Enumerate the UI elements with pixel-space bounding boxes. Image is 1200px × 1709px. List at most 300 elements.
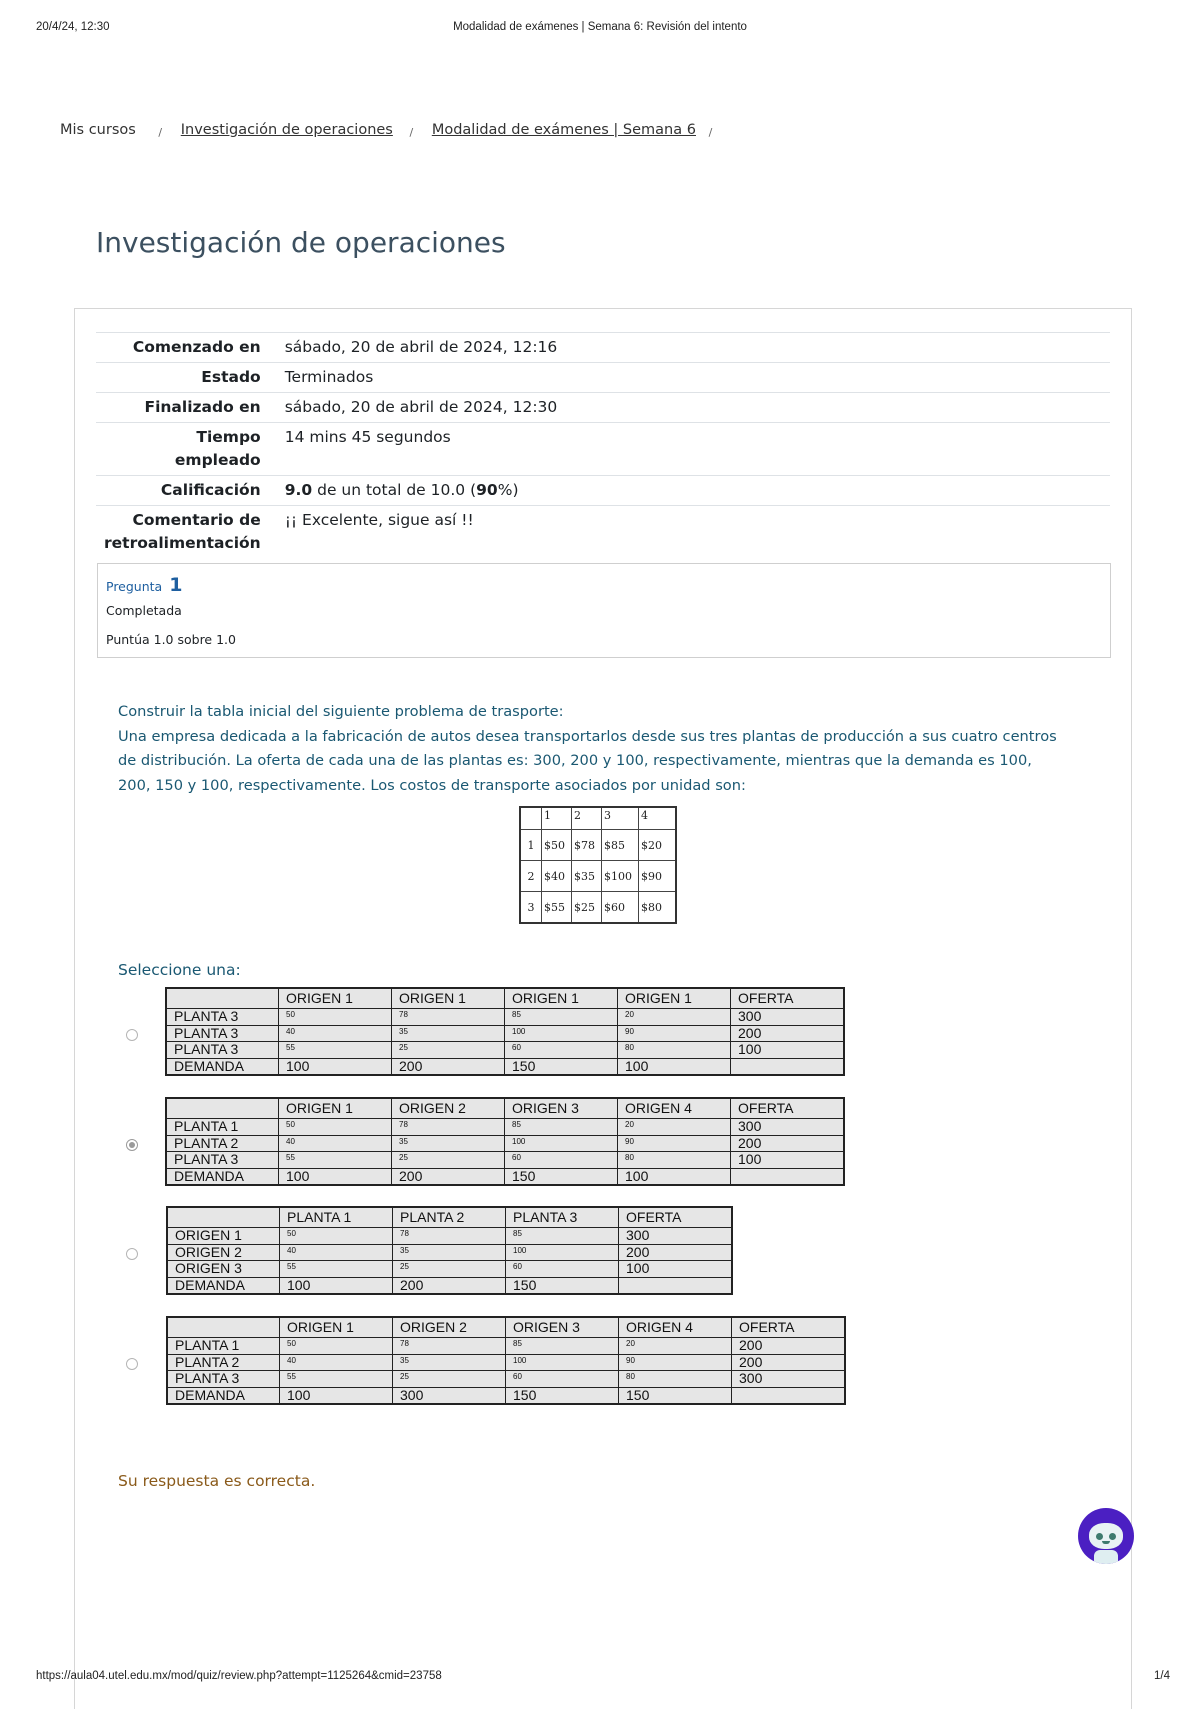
option-cell <box>731 1135 845 1152</box>
print-footer-page: 1/4 <box>1154 1670 1170 1682</box>
option-cell <box>393 1244 506 1261</box>
option-cell <box>731 1025 845 1042</box>
option-cell-text: ORIGEN 2 <box>175 1244 242 1260</box>
option-cell <box>280 1317 393 1338</box>
cost-table-row <box>520 830 676 861</box>
option-cell <box>731 1009 845 1026</box>
summary-value: ¡¡ Excelente, sigue así !! <box>284 511 474 529</box>
option-cell <box>167 1354 280 1371</box>
option-demand-row <box>166 1168 844 1185</box>
summary-label: Calificación <box>160 481 261 499</box>
summary-value: sábado, 20 de abril de 2024, 12:30 <box>284 398 558 416</box>
option-cell <box>731 1119 845 1136</box>
option-plant-row <box>166 1119 844 1136</box>
option-cell <box>505 1152 618 1169</box>
grade-percent: 90 <box>476 481 498 499</box>
option-cell <box>619 1317 732 1338</box>
option-cell-text: PLANTA 3 <box>174 1041 239 1057</box>
option-cell <box>166 1152 279 1169</box>
option-demand-row <box>167 1277 732 1294</box>
option-cell <box>618 1168 731 1185</box>
option-cell <box>392 1168 505 1185</box>
question-text-paragraph: Una empresa dedicada a la fabricación de autos desea transportarlos desde sus tres plantas de producción a sus cuatro centros de distribución. La oferta de cada una de las plantas es: 300, 200 y 100, respectivamente, mientras que la demanda es 100, 200, 150 y 100, respectivamente. Los costos de transporte asociados por unidad son: <box>118 727 1057 794</box>
unit-cost: 60 <box>513 1262 522 1271</box>
option-demand-row <box>166 1058 844 1075</box>
summary-row-feedback <box>96 506 1110 559</box>
summary-row-time <box>96 423 1110 476</box>
unit-cost: 20 <box>625 1010 634 1019</box>
summary-label: Comenzado en <box>132 338 261 356</box>
option-cell-text: 150 <box>512 1168 536 1184</box>
option-cell <box>732 1371 846 1388</box>
cost-cell: $55 <box>542 892 572 924</box>
option-cell <box>393 1317 506 1338</box>
option-cell <box>619 1387 732 1404</box>
option-cell <box>618 1009 731 1026</box>
option-cell <box>505 1058 618 1075</box>
unit-cost: 85 <box>512 1010 521 1019</box>
option-cell-text: DEMANDA <box>175 1387 246 1403</box>
option-cell-text: 100 <box>287 1387 311 1403</box>
option-cell <box>731 1042 845 1059</box>
option-cell <box>731 1058 845 1075</box>
option-cell-text: ORIGEN 1 <box>512 990 579 1006</box>
option-cell <box>618 1025 731 1042</box>
cost-cell: $40 <box>542 861 572 892</box>
option-cell <box>167 1371 280 1388</box>
option-plant-row <box>167 1354 845 1371</box>
option-cell-text: ORIGEN 3 <box>512 1100 579 1116</box>
option-cell <box>279 1042 392 1059</box>
option-cell-text: 300 <box>400 1387 424 1403</box>
unit-cost: 78 <box>400 1229 409 1238</box>
unit-cost: 60 <box>512 1153 521 1162</box>
option-cell-text: 100 <box>626 1260 650 1276</box>
unit-cost: 80 <box>625 1043 634 1052</box>
option-cell <box>167 1228 280 1245</box>
option-cell <box>392 1042 505 1059</box>
summary-label <box>96 423 277 476</box>
option-cell-text: ORIGEN 1 <box>286 1100 353 1116</box>
question-number-value: 1 <box>169 574 183 596</box>
option-cell <box>732 1354 846 1371</box>
answer-option-table[interactable] <box>165 1097 845 1186</box>
unit-cost: 60 <box>513 1372 522 1381</box>
unit-cost: 80 <box>625 1153 634 1162</box>
cost-cell: $60 <box>602 892 639 924</box>
option-cell-text: 300 <box>626 1227 650 1243</box>
unit-cost: 55 <box>287 1372 296 1381</box>
option-cell <box>279 1098 392 1119</box>
unit-cost: 85 <box>513 1229 522 1238</box>
option-cell-text: PLANTA 3 <box>174 1008 239 1024</box>
option-cell-text: ORIGEN 2 <box>399 1100 466 1116</box>
option-cell <box>732 1387 846 1404</box>
option-cell-text: ORIGEN 4 <box>625 1100 692 1116</box>
unit-cost: 35 <box>400 1355 409 1365</box>
option-cell <box>279 1119 392 1136</box>
option-cell <box>619 1354 732 1371</box>
option-cell <box>392 988 505 1009</box>
option-cell <box>167 1277 280 1294</box>
option-cell <box>619 1228 733 1245</box>
option-plant-row <box>166 1009 844 1026</box>
answer-option-radio[interactable] <box>126 1029 138 1041</box>
option-cell <box>505 1042 618 1059</box>
summary-row-state <box>96 363 1110 393</box>
option-cell <box>506 1244 619 1261</box>
breadcrumb-separator: / <box>409 126 414 139</box>
cost-cell: $90 <box>639 861 677 892</box>
option-cell <box>392 1135 505 1152</box>
option-cell <box>505 1168 618 1185</box>
option-cell <box>166 1135 279 1152</box>
option-header-row <box>166 1098 844 1119</box>
question-info-box <box>97 563 1111 658</box>
print-header-datetime: 20/4/24, 12:30 <box>36 21 110 33</box>
option-plant-row <box>167 1371 845 1388</box>
option-cell <box>166 1119 279 1136</box>
robot-eye <box>1096 1533 1103 1540</box>
unit-cost: 20 <box>626 1339 635 1348</box>
option-cell <box>619 1244 733 1261</box>
cost-cell: 2 <box>572 807 602 830</box>
unit-cost: 90 <box>625 1136 634 1146</box>
option-plant-row <box>166 1025 844 1042</box>
unit-cost: 40 <box>287 1355 296 1365</box>
option-cell-text: 200 <box>739 1337 763 1353</box>
cost-cell: 3 <box>602 807 639 830</box>
option-cell-text: OFERTA <box>738 1100 794 1116</box>
option-cell-text: ORIGEN 1 <box>625 990 692 1006</box>
option-plant-row <box>167 1228 732 1245</box>
cost-table-header <box>520 807 676 830</box>
option-cell <box>280 1371 393 1388</box>
cost-cell: 4 <box>639 807 677 830</box>
question-number <box>106 574 182 596</box>
option-cell <box>505 1135 618 1152</box>
unit-cost: 50 <box>287 1229 296 1238</box>
option-cell <box>506 1354 619 1371</box>
cost-cell: $100 <box>602 861 639 892</box>
breadcrumb-separator: / <box>708 126 713 139</box>
option-header-row <box>167 1207 732 1228</box>
option-cell-text: 150 <box>626 1387 650 1403</box>
answer-option-table[interactable] <box>165 987 845 1076</box>
page-title: Investigación de operaciones <box>96 226 506 259</box>
option-plant-row <box>167 1244 732 1261</box>
chatbot-button[interactable] <box>1078 1508 1134 1564</box>
unit-cost: 50 <box>286 1010 295 1019</box>
option-cell <box>167 1207 280 1228</box>
option-cell-text: 200 <box>739 1354 763 1370</box>
cost-table-row <box>520 861 676 892</box>
option-cell <box>393 1277 506 1294</box>
unit-cost: 35 <box>400 1245 409 1255</box>
unit-cost: 50 <box>286 1120 295 1129</box>
unit-cost: 78 <box>400 1339 409 1348</box>
unit-cost: 55 <box>287 1262 296 1271</box>
summary-label-line: Tiempo <box>196 428 261 446</box>
option-cell <box>618 988 731 1009</box>
option-cell <box>506 1277 619 1294</box>
option-cell-text: 200 <box>399 1058 423 1074</box>
unit-cost: 80 <box>626 1372 635 1381</box>
cost-cell: $80 <box>639 892 677 924</box>
breadcrumb-item-my-courses[interactable]: Mis cursos <box>60 122 136 138</box>
option-cell <box>167 1317 280 1338</box>
unit-cost: 85 <box>512 1120 521 1129</box>
option-cell <box>166 988 279 1009</box>
option-cell <box>166 1098 279 1119</box>
option-cell <box>619 1277 733 1294</box>
unit-cost: 100 <box>512 1136 526 1146</box>
option-cell <box>167 1387 280 1404</box>
option-cell-text: 100 <box>286 1168 310 1184</box>
option-cell-text: PLANTA 3 <box>174 1025 239 1041</box>
option-cell <box>279 1025 392 1042</box>
unit-cost: 78 <box>399 1120 408 1129</box>
option-cell <box>618 1042 731 1059</box>
option-cell <box>279 1009 392 1026</box>
option-cell-text: ORIGEN 4 <box>626 1319 693 1335</box>
option-cell <box>506 1228 619 1245</box>
cost-cell: $78 <box>572 830 602 861</box>
option-cell <box>506 1387 619 1404</box>
option-cell <box>731 1098 845 1119</box>
option-cell <box>618 1135 731 1152</box>
answer-option-table[interactable] <box>166 1316 846 1405</box>
option-cell <box>731 1168 845 1185</box>
option-cell <box>392 1025 505 1042</box>
option-cell-text: ORIGEN 3 <box>175 1260 242 1276</box>
option-cell-text: 200 <box>626 1244 650 1260</box>
option-cell <box>393 1354 506 1371</box>
option-header-row <box>166 988 844 1009</box>
option-cell <box>279 988 392 1009</box>
cost-table <box>519 806 677 924</box>
grade-score: 9.0 <box>284 481 313 499</box>
option-cell <box>167 1338 280 1355</box>
cost-cell: $85 <box>602 830 639 861</box>
option-cell <box>506 1261 619 1278</box>
print-footer-url: https://aula04.utel.edu.mx/mod/quiz/review.php?attempt=1125264&cmid=23758 <box>36 1670 442 1682</box>
option-cell <box>618 1098 731 1119</box>
option-cell-text: PLANTA 2 <box>174 1135 239 1151</box>
unit-cost: 40 <box>286 1026 295 1036</box>
option-cell <box>392 1119 505 1136</box>
option-cell <box>393 1207 506 1228</box>
option-cell <box>280 1277 393 1294</box>
option-cell <box>732 1317 846 1338</box>
option-cell <box>506 1371 619 1388</box>
summary-value: 14 mins 45 segundos <box>284 428 451 446</box>
unit-cost: 20 <box>625 1120 634 1129</box>
grade-text-end: %) <box>497 481 519 499</box>
unit-cost: 25 <box>399 1043 408 1052</box>
summary-label <box>96 506 277 559</box>
option-cell-text: PLANTA 1 <box>175 1337 240 1353</box>
option-cell-text: 150 <box>512 1058 536 1074</box>
unit-cost: 90 <box>625 1026 634 1036</box>
option-cell <box>505 1009 618 1026</box>
option-cell <box>619 1261 733 1278</box>
grade-text: de un total de 10.0 ( <box>312 481 477 499</box>
unit-cost: 55 <box>286 1153 295 1162</box>
option-cell <box>280 1207 393 1228</box>
option-cell-text: ORIGEN 1 <box>175 1227 242 1243</box>
option-cell-text: OFERTA <box>738 990 794 1006</box>
option-cell <box>619 1371 732 1388</box>
option-cell <box>279 1168 392 1185</box>
option-cell-text: 300 <box>739 1370 763 1386</box>
option-cell <box>619 1207 733 1228</box>
option-cell <box>279 1135 392 1152</box>
option-cell-text: 300 <box>738 1118 762 1134</box>
summary-value: sábado, 20 de abril de 2024, 12:16 <box>284 338 558 356</box>
unit-cost: 40 <box>286 1136 295 1146</box>
option-cell-text: 100 <box>738 1151 762 1167</box>
cost-cell: $50 <box>542 830 572 861</box>
option-cell <box>279 1058 392 1075</box>
unit-cost: 25 <box>400 1262 409 1271</box>
option-cell-text: 100 <box>286 1058 310 1074</box>
option-cell <box>506 1207 619 1228</box>
option-cell-text: 150 <box>513 1277 537 1293</box>
unit-cost: 25 <box>400 1372 409 1381</box>
option-cell-text: 100 <box>287 1277 311 1293</box>
option-demand-row <box>167 1387 845 1404</box>
option-cell <box>166 1058 279 1075</box>
option-plant-row <box>167 1338 845 1355</box>
option-cell-text: PLANTA 1 <box>287 1209 352 1225</box>
option-cell <box>392 1058 505 1075</box>
summary-label-line: retroalimentación <box>104 534 261 552</box>
print-header-title: Modalidad de exámenes | Semana 6: Revisión del intento <box>453 21 747 33</box>
option-cell <box>166 1025 279 1042</box>
option-cell <box>166 1042 279 1059</box>
option-cell-text: 300 <box>738 1008 762 1024</box>
option-cell <box>280 1387 393 1404</box>
cost-cell: $35 <box>572 861 602 892</box>
answer-option-radio[interactable] <box>126 1139 138 1151</box>
option-cell-text: ORIGEN 1 <box>287 1319 354 1335</box>
option-cell-text: 100 <box>738 1041 762 1057</box>
option-cell <box>280 1338 393 1355</box>
option-cell <box>732 1338 846 1355</box>
summary-row-started <box>96 333 1110 363</box>
summary-row-grade <box>96 476 1110 506</box>
option-cell-text: PLANTA 1 <box>174 1118 239 1134</box>
question-state: Completada <box>106 603 182 618</box>
option-cell <box>619 1338 732 1355</box>
select-one-label: Seleccione una: <box>118 961 241 979</box>
summary-row-finished <box>96 393 1110 423</box>
option-cell-text: ORIGEN 1 <box>286 990 353 1006</box>
option-plant-row <box>166 1135 844 1152</box>
option-plant-row <box>166 1042 844 1059</box>
unit-cost: 90 <box>626 1355 635 1365</box>
unit-cost: 55 <box>286 1043 295 1052</box>
option-cell <box>505 988 618 1009</box>
option-cell <box>166 1168 279 1185</box>
answer-option-table[interactable] <box>166 1206 733 1295</box>
option-cell <box>280 1354 393 1371</box>
option-cell-text: PLANTA 2 <box>175 1354 240 1370</box>
unit-cost: 35 <box>399 1136 408 1146</box>
question-label: Pregunta <box>106 579 163 594</box>
option-cell <box>392 1098 505 1119</box>
option-cell-text: ORIGEN 1 <box>399 990 466 1006</box>
option-cell <box>279 1152 392 1169</box>
option-cell <box>166 1009 279 1026</box>
option-cell-text: 200 <box>738 1135 762 1151</box>
option-cell <box>392 1152 505 1169</box>
option-cell-text: 200 <box>399 1168 423 1184</box>
option-cell-text: PLANTA 2 <box>400 1209 465 1225</box>
option-cell <box>392 1009 505 1026</box>
answer-option-radio[interactable] <box>126 1248 138 1260</box>
answer-option-radio[interactable] <box>126 1358 138 1370</box>
option-cell <box>505 1119 618 1136</box>
option-cell-text: 100 <box>625 1058 649 1074</box>
cost-cell <box>520 807 542 830</box>
cost-cell: 2 <box>520 861 542 892</box>
cost-cell: $20 <box>639 830 677 861</box>
option-cell <box>618 1058 731 1075</box>
unit-cost: 78 <box>399 1010 408 1019</box>
cost-cell: 1 <box>520 830 542 861</box>
option-cell <box>393 1387 506 1404</box>
unit-cost: 100 <box>512 1026 526 1036</box>
unit-cost: 85 <box>513 1339 522 1348</box>
option-cell-text: 100 <box>625 1168 649 1184</box>
attempt-summary-table <box>96 332 1110 558</box>
unit-cost: 40 <box>287 1245 296 1255</box>
summary-label: Finalizado en <box>144 398 261 416</box>
summary-label-line: Comentario de <box>132 511 261 529</box>
cost-cell: 3 <box>520 892 542 924</box>
option-cell <box>731 988 845 1009</box>
breadcrumb-separator: / <box>158 126 163 139</box>
unit-cost: 100 <box>513 1245 527 1255</box>
question-text-line: Construir la tabla inicial del siguiente problema de trasporte: <box>118 703 564 720</box>
option-cell-text: PLANTA 3 <box>513 1209 578 1225</box>
option-cell <box>393 1228 506 1245</box>
option-cell-text: OFERTA <box>626 1209 682 1225</box>
unit-cost: 50 <box>287 1339 296 1348</box>
option-plant-row <box>167 1261 732 1278</box>
breadcrumb-item-quiz[interactable]: Modalidad de exámenes | Semana 6 <box>431 122 696 138</box>
option-cell-text: 200 <box>738 1025 762 1041</box>
cost-cell: 1 <box>542 807 572 830</box>
answer-feedback: Su respuesta es correcta. <box>118 1472 316 1490</box>
option-cell <box>505 1098 618 1119</box>
cost-table-row <box>520 892 676 924</box>
option-header-row <box>167 1317 845 1338</box>
unit-cost: 100 <box>513 1355 527 1365</box>
option-cell-text: ORIGEN 3 <box>513 1319 580 1335</box>
option-cell <box>280 1244 393 1261</box>
summary-value: Terminados <box>284 368 374 386</box>
option-cell-text: DEMANDA <box>175 1277 246 1293</box>
option-cell <box>505 1025 618 1042</box>
unit-cost: 60 <box>512 1043 521 1052</box>
option-cell <box>393 1338 506 1355</box>
option-cell <box>618 1119 731 1136</box>
option-cell <box>393 1371 506 1388</box>
breadcrumb-item-course[interactable]: Investigación de operaciones <box>180 122 393 138</box>
